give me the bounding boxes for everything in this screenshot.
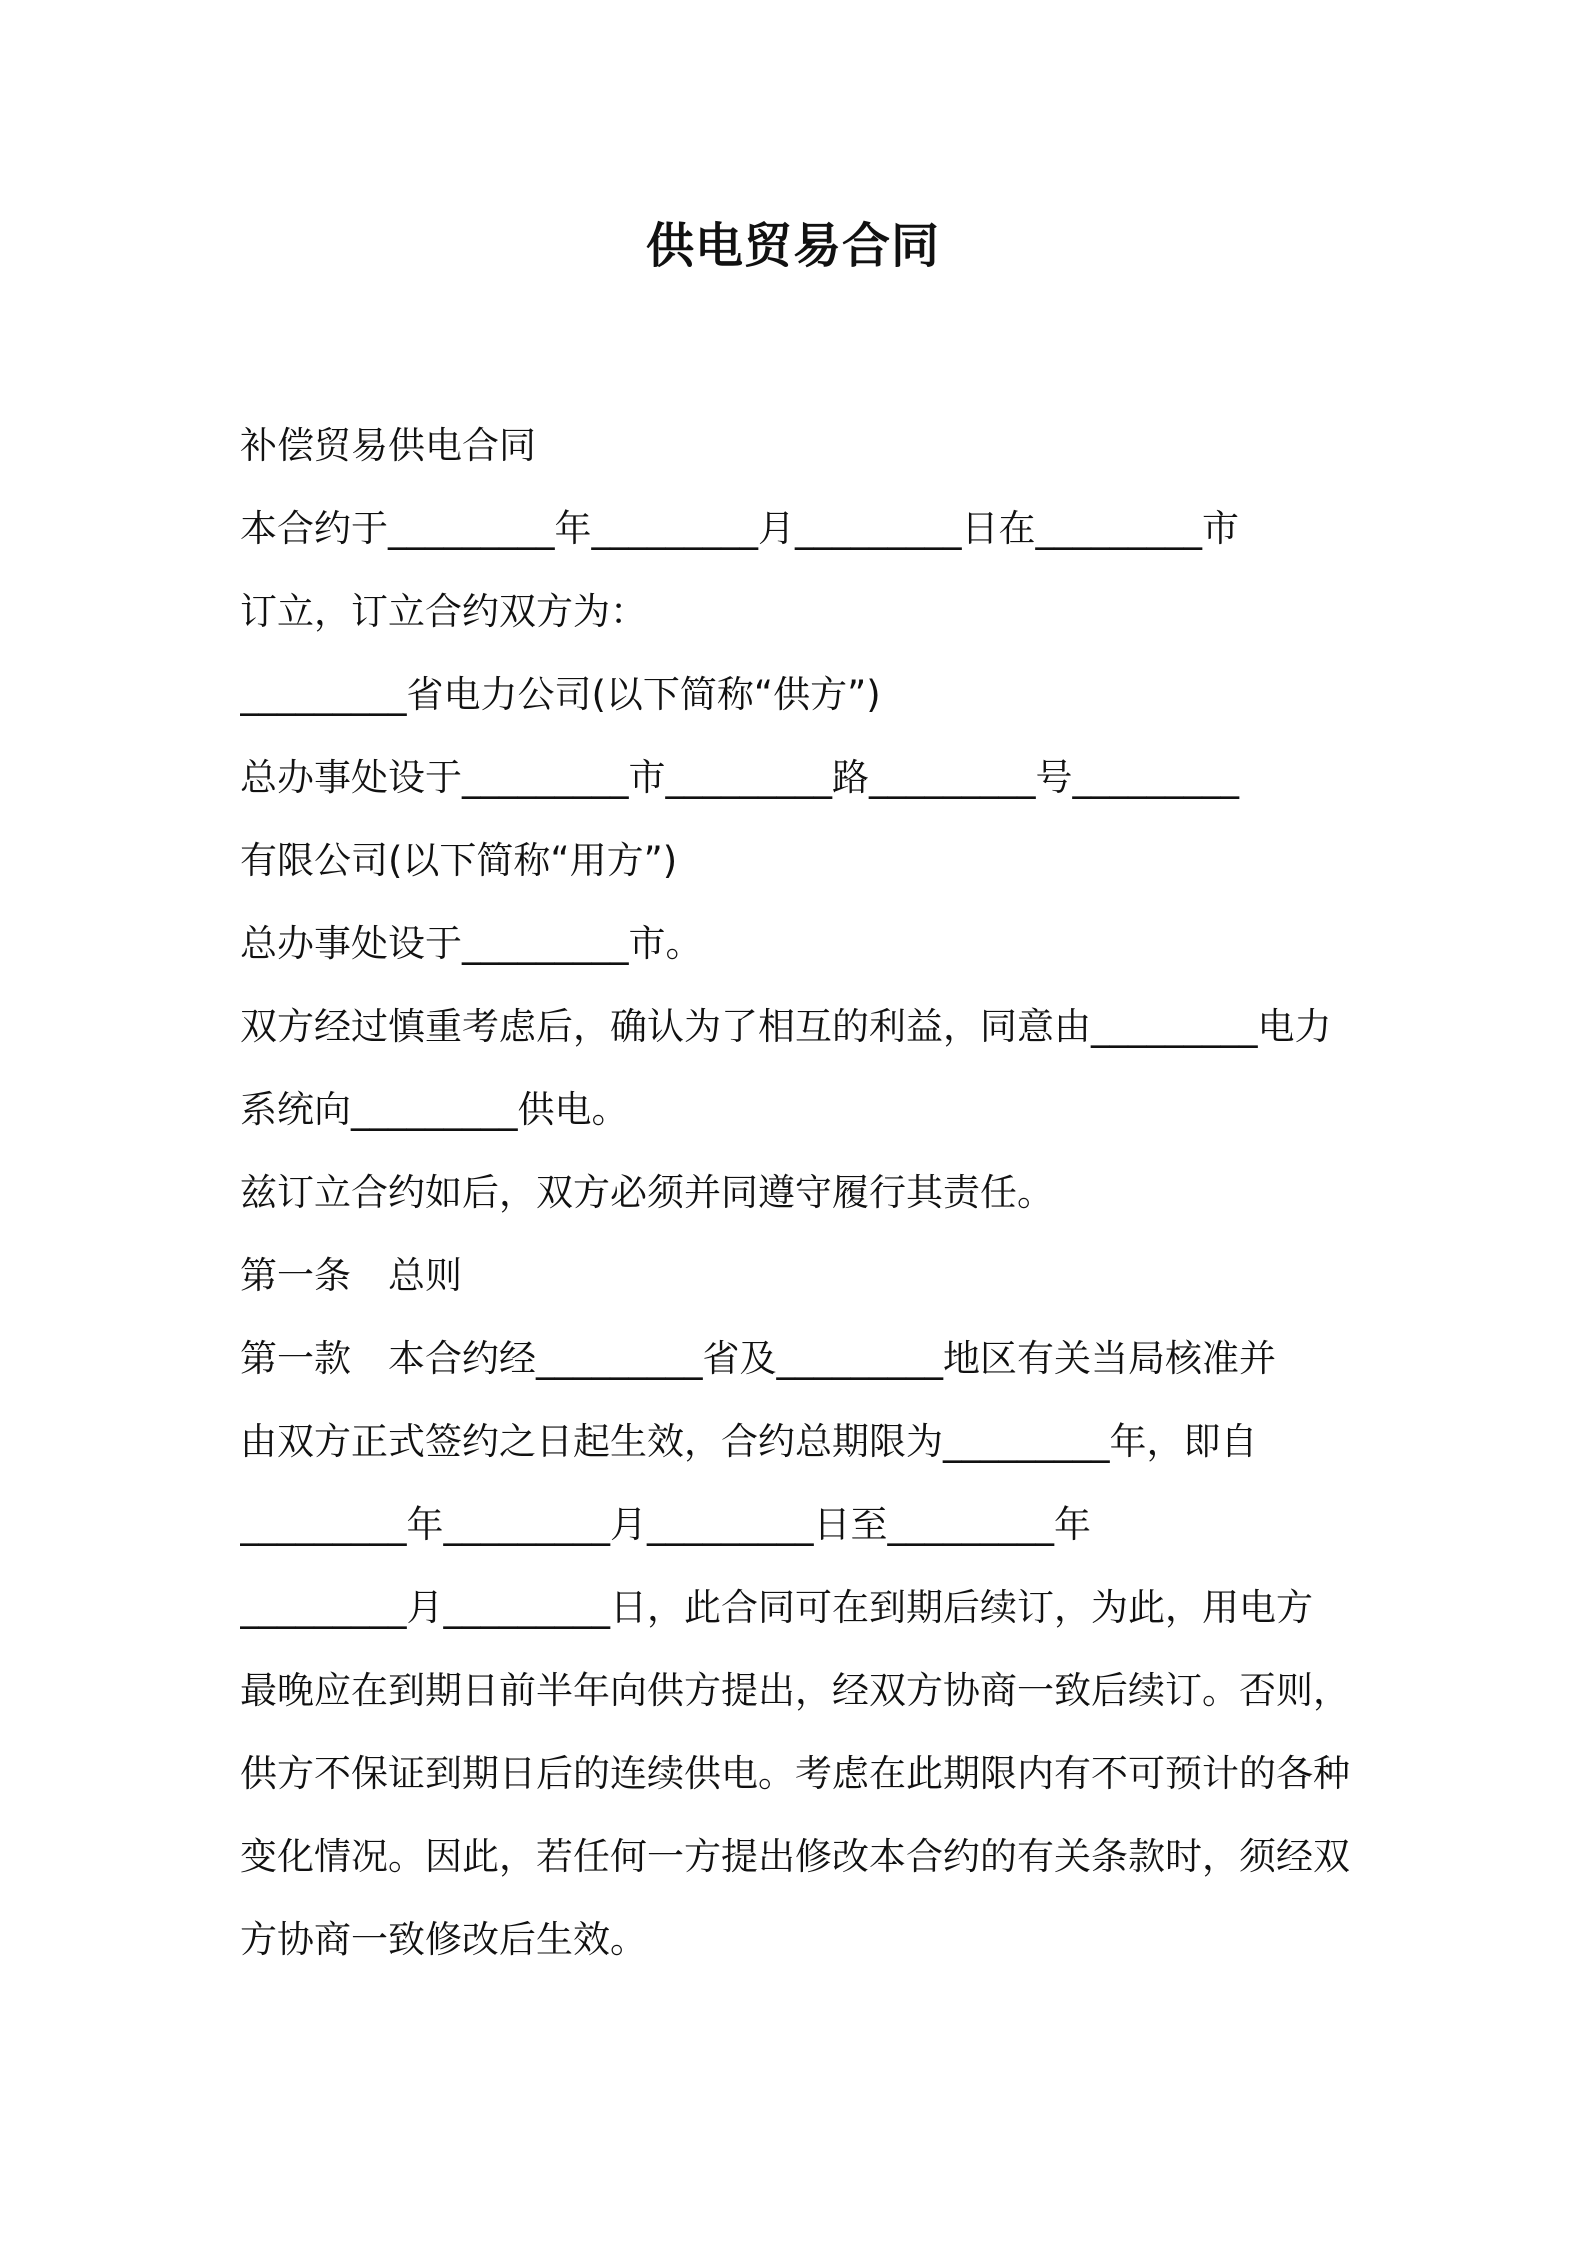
- text-line: 本合约于_________年_________月_________日在_________市: [240, 507, 1239, 550]
- document-body: [240, 404, 1358, 1981]
- text-line: _________省电力公司(以下简称“供方”): [240, 673, 881, 716]
- text-line: 系统向_________供电。: [240, 1088, 629, 1131]
- subtitle-line: 补偿贸易供电合同: [240, 424, 536, 467]
- text-line: _________月_________日，此合同可在到期后续订，为此，用电方: [240, 1586, 1313, 1629]
- text-line: 双方经过慎重考虑后，确认为了相互的利益，同意由_________电力: [240, 1005, 1332, 1048]
- document-title: 供电贸易合同: [645, 218, 940, 274]
- text-line: 有限公司(以下简称“用方”): [240, 839, 678, 882]
- text-line: 由双方正式签约之日起生效，合约总期限为_________年，即自: [240, 1420, 1258, 1463]
- text-line: 供方不保证到期日后的连续供电。考虑在此期限内有不可预计的各种: [240, 1752, 1350, 1795]
- text-line: 兹订立合约如后，双方必须并同遵守履行其责任。: [240, 1171, 1054, 1214]
- text-line: 总办事处设于_________市_________路_________号_________: [240, 756, 1239, 799]
- text-line: 方协商一致修改后生效。: [240, 1918, 647, 1961]
- article-heading: 第一条 总则: [240, 1254, 462, 1297]
- text-line: 订立，订立合约双方为：: [240, 590, 647, 633]
- text-line: 第一款 本合约经_________省及_________地区有关当局核准并: [240, 1337, 1276, 1380]
- text-line: 最晚应在到期日前半年向供方提出，经双方协商一致后续订。否则，: [240, 1669, 1350, 1712]
- text-line: 总办事处设于_________市。: [240, 922, 703, 965]
- text-line: _________年_________月_________日至_________年: [240, 1503, 1091, 1546]
- text-line: 变化情况。因此，若任何一方提出修改本合约的有关条款时，须经双: [240, 1835, 1350, 1878]
